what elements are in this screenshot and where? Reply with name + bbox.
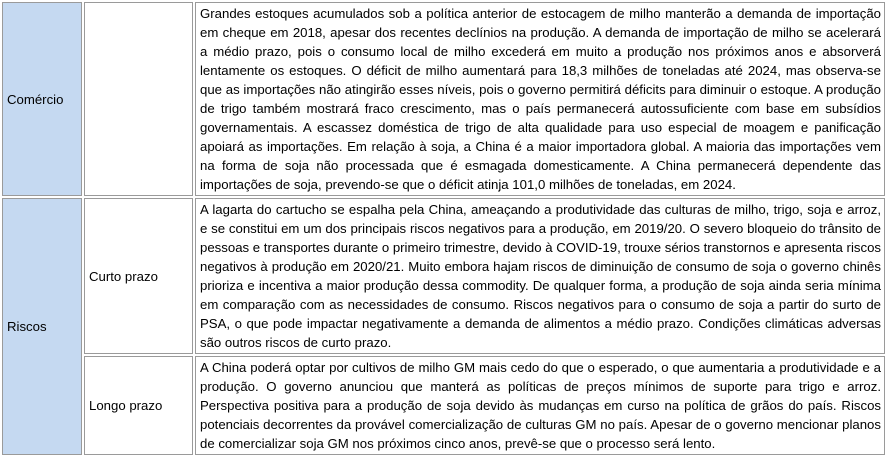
table-row-riscos-curto <box>2 198 885 354</box>
subcategory-cell-longo-prazo: Longo prazo <box>84 356 193 455</box>
table-row-riscos-longo <box>2 356 885 455</box>
table-row-comercio <box>2 2 885 196</box>
category-cell-riscos: Riscos <box>2 198 82 455</box>
text-cell-curto-prazo: A lagarta do cartucho se espalha pela China, ameaçando a produtividade das culturas de milho, trigo, soja e arroz, e se constitui em um dos principais riscos negativos para a produção, em 2019/20. O severo bloqueio do trânsito de pessoas e transportes durante o primeiro trimestre, devido à COVID-19, trouxe sérios transtornos e apresenta riscos negativos à produção em 2020/21. Muito embora hajam riscos de diminuição de consumo de soja o governo chinês prioriza e incentiva a maior produção dessa commodity. De qualquer forma, a produção de soja ainda seria mínima em comparação com as necessidades de consumo. Riscos negativos para o consumo de soja a partir do surto de PSA, o que pode impactar negativamente a demanda de alimentos a médio prazo. Condições climáticas adversas são outros riscos de curto prazo. <box>195 198 885 354</box>
category-cell-comercio: Comércio <box>2 2 82 196</box>
text-cell-comercio: Grandes estoques acumulados sob a política anterior de estocagem de milho manterão a demanda de importação em cheque em 2018, apesar dos recentes declínios na produção. A demanda de importação de milho se acelerará a médio prazo, pois o consumo local de milho excederá em muito a produção nos próximos anos e absorverá lentamente os estoques. O déficit de milho aumentará para 18,3 milhões de toneladas até 2024, mas observa-se que as importações não atingirão esses níveis, pois o governo permitirá déficits para diminuir o estoque. A produção de trigo também mostrará fraco crescimento, mas o país permanecerá autossuficiente com base em subsídios governamentais. A escassez doméstica de trigo de alta qualidade para uso especial de moagem e panificação apoiará as importações. Em relação à soja, a China é a maior importadora global. A maioria das importações vem na forma de soja não processada que é esmagada domesticamente. A China permanecerá dependente das importações de soja, prevendo-se que o déficit atinja 101,0 milhões de toneladas, em 2024. <box>195 2 885 196</box>
subcategory-cell-curto-prazo: Curto prazo <box>84 198 193 354</box>
subcategory-cell-comercio <box>84 2 193 196</box>
text-cell-longo-prazo: A China poderá optar por cultivos de milho GM mais cedo do que o esperado, o que aumentaria a produtividade e a produção. O governo anunciou que manterá as políticas de preços mínimos de suporte para trigo e arroz. Perspectiva positiva para a produção de soja devido às mudanças em curso na política de grãos do país. Riscos potenciais decorrentes da provável comercialização de culturas GM no país. Apesar de o governo mencionar planos de comercializar soja GM nos próximos cinco anos, prevê-se que o processo será lento. <box>195 356 885 455</box>
